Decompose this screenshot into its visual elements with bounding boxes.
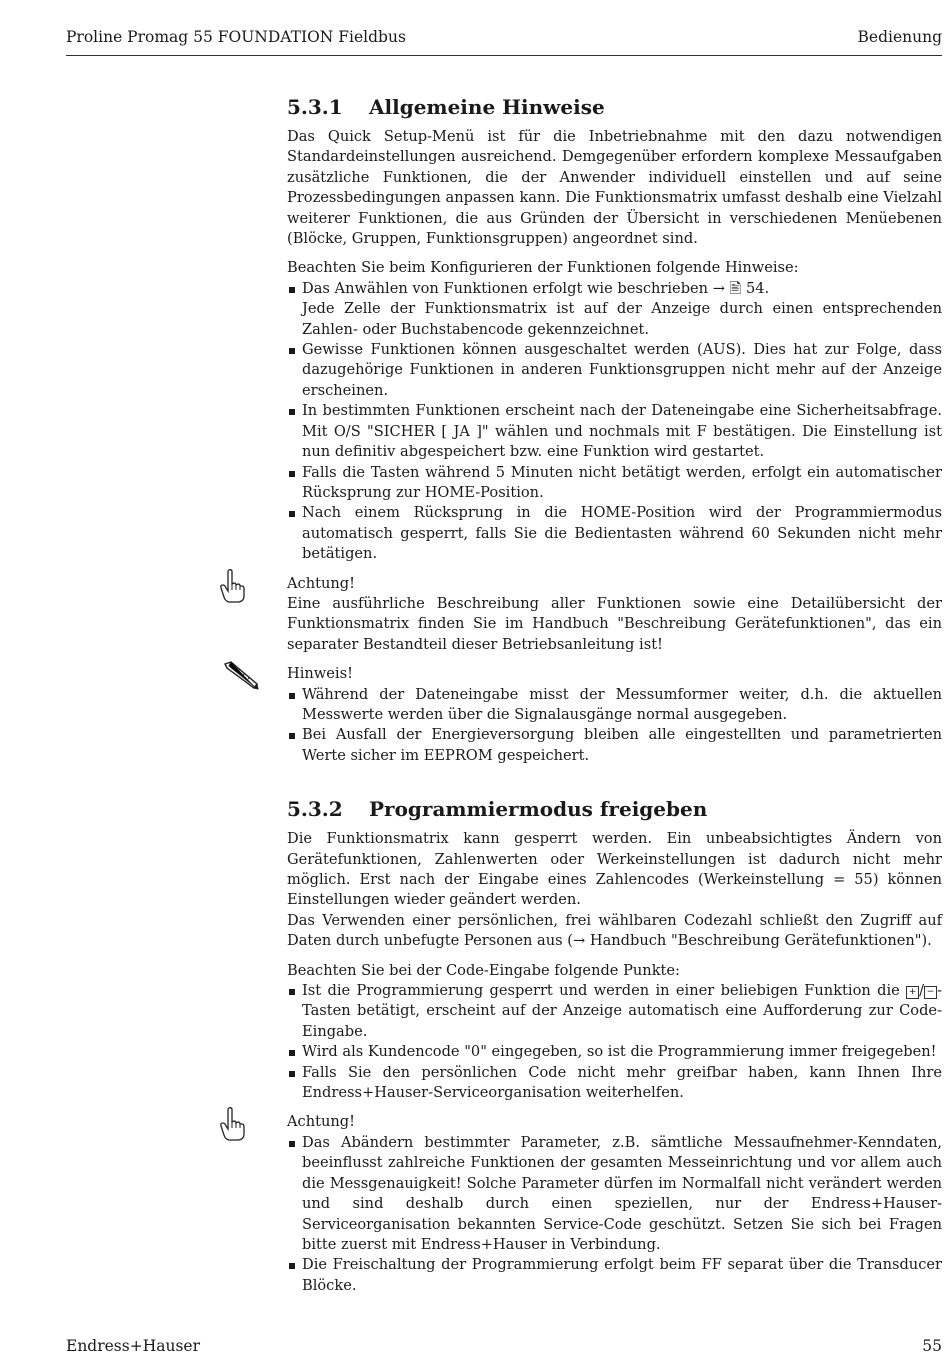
list-item: Die Freischaltung der Programmierung erfolgt beim FF separat über die Transducer Blöcke. bbox=[287, 1255, 942, 1296]
intro-paragraph: Die Funktionsmatrix kann gesperrt werden. Ein unbeabsichtigtes Ändern von Gerätefunktionen, Zahlenwerten oder Werkeinstellungen ist dadurch nicht mehr möglich. Erst nach der Eingabe eines Zahlencodes (Werkeinstellung = 55) können Einstellungen wieder geändert werden. bbox=[287, 830, 942, 909]
header-rule bbox=[66, 55, 942, 56]
hints-list bbox=[287, 279, 942, 565]
attention-title: Achtung! bbox=[287, 1113, 355, 1131]
footer-company: Endress+Hauser bbox=[66, 1337, 200, 1355]
intro-paragraph: Das Quick Setup-Menü ist für die Inbetriebnahme mit den dazu notwendigen Standardeinstellungen ausreichend. Demgegenüber erfordern komplexe Messaufgaben zusätzliche Funktionen, die der Anwender individuell einstellen und auf seine Prozessbedingungen anpassen kann. Die Funktionsmatrix umfasst deshalb eine Vielzahl weiterer Funktionen, die aus Gründen der Übersicht in verschiedenen Menüebenen (Blöcke, Gruppen, Funktionsgruppen) angeordnet sind. bbox=[287, 128, 942, 248]
attention-title: Achtung! bbox=[287, 574, 355, 592]
list-item: Das Abändern bestimmter Parameter, z.B. sämtliche Messaufnehmer-Kenndaten, beeinflusst zahlreiche Funktionen der gesamten Messeinrichtung und vor allem auch die Messgenauigkeit! Solche Parameter dürfen im Normalfall nicht verändert werden und sind deshalb durch einen speziellen, nur der Endress+Hauser-Serviceorganisation bekannten Service-Code geschützt. Setzen Sie sich bei Fragen bitte zuerst mit Endress+Hauser in Verbindung. bbox=[287, 1133, 942, 1255]
section-heading-5-3-1 bbox=[287, 94, 942, 120]
key-separator: / bbox=[919, 982, 925, 1000]
list-item-text: -Tasten betätigt, erscheint auf der Anzeige automatisch eine Aufforderung zur Code-Eingabe. bbox=[302, 982, 942, 1040]
attention-block bbox=[287, 574, 942, 656]
list-item-text: Ist die Programmierung gesperrt und werden in einer beliebigen Funktion die bbox=[302, 982, 907, 1000]
list-item: Während der Dateneingabe misst der Messumformer weiter, d.h. die aktuellen Messwerte werden über die Signalausgänge normal ausgegeben. bbox=[287, 685, 942, 726]
list-item bbox=[287, 279, 942, 340]
list-item: In bestimmten Funktionen erscheint nach der Dateneingabe eine Sicherheitsabfrage. Mit O/S "SICHER [ JA ]" wählen und nochmals mit F bestätigen. Die Einstellung ist nun definitiv abgespeichert bzw. eine Funktion wird gestartet. bbox=[287, 401, 942, 462]
intro-paragraph: Das Verwenden einer persönlichen, frei wählbaren Codezahl schließt den Zugriff auf Daten durch unbefugte Personen aus (→ Handbuch "Beschreibung Gerätefunktionen"). bbox=[287, 911, 942, 950]
list-item: Nach einem Rücksprung in die HOME-Position wird der Programmiermodus automatisch gesperrt, falls Sie die Bedientasten während 60 Sekunden nicht mehr betätigen. bbox=[287, 503, 942, 564]
page-number: 55 bbox=[922, 1337, 942, 1355]
section-title: Allgemeine Hinweise bbox=[369, 95, 605, 119]
section-heading-5-3-2 bbox=[287, 796, 942, 822]
hints-intro: Beachten Sie beim Konfigurieren der Funktionen folgende Hinweise: bbox=[287, 259, 799, 277]
attention-block bbox=[287, 1112, 942, 1296]
list-item-text: Jede Zelle der Funktionsmatrix ist auf der Anzeige durch einen entsprechenden Zahlen- oder Buchstabencode gekennzeichnet. bbox=[302, 300, 942, 338]
pencil-icon bbox=[221, 660, 259, 690]
note-title: Hinweis! bbox=[287, 665, 353, 683]
note-block bbox=[287, 664, 942, 766]
plus-key-icon: + bbox=[906, 986, 919, 999]
list-item-text: Das Anwählen von Funktionen erfolgt wie beschrieben → 🖹 54. bbox=[302, 279, 770, 297]
programming-intro bbox=[287, 829, 942, 951]
pointing-hand-icon bbox=[217, 568, 247, 604]
header-document-title: Proline Promag 55 FOUNDATION Fieldbus bbox=[66, 28, 406, 46]
list-item bbox=[287, 981, 942, 1042]
list-item: Falls Sie den persönlichen Code nicht mehr greifbar haben, kann Ihnen Ihre Endress+Hauser-Serviceorganisation weiterhelfen. bbox=[287, 1063, 942, 1104]
configuration-hints bbox=[287, 258, 942, 564]
page-content bbox=[287, 94, 942, 1305]
note-list bbox=[287, 685, 942, 767]
list-item: Wird als Kundencode "0" eingegeben, so ist die Programmierung immer freigegeben! bbox=[287, 1042, 942, 1062]
pointing-hand-icon bbox=[217, 1106, 247, 1142]
section-number: 5.3.2 bbox=[287, 797, 343, 822]
section-title: Programmiermodus freigeben bbox=[369, 797, 708, 822]
attention-text: Eine ausführliche Beschreibung aller Funktionen sowie eine Detailübersicht der Funktionsmatrix finden Sie im Handbuch "Beschreibung Gerätefunktionen", das ein separater Bestandteil dieser Betriebsanleitung ist! bbox=[287, 594, 942, 653]
header-chapter-title: Bedienung bbox=[857, 28, 942, 46]
minus-key-icon: − bbox=[924, 986, 937, 999]
attention-list bbox=[287, 1133, 942, 1296]
points-list bbox=[287, 981, 942, 1103]
list-item: Bei Ausfall der Energieversorgung bleiben alle eingestellten und parametrierten Werte sicher im EEPROM gespeichert. bbox=[287, 725, 942, 766]
points-intro: Beachten Sie bei der Code-Eingabe folgende Punkte: bbox=[287, 961, 680, 979]
section-number: 5.3.1 bbox=[287, 95, 343, 119]
list-item: Falls die Tasten während 5 Minuten nicht betätigt werden, erfolgt ein automatischer Rücksprung zur HOME-Position. bbox=[287, 463, 942, 504]
code-entry-points bbox=[287, 961, 942, 1104]
list-item: Gewisse Funktionen können ausgeschaltet werden (AUS). Dies hat zur Folge, dass dazugehörige Funktionen in anderen Funktionsgruppen nicht mehr auf der Anzeige erscheinen. bbox=[287, 340, 942, 401]
